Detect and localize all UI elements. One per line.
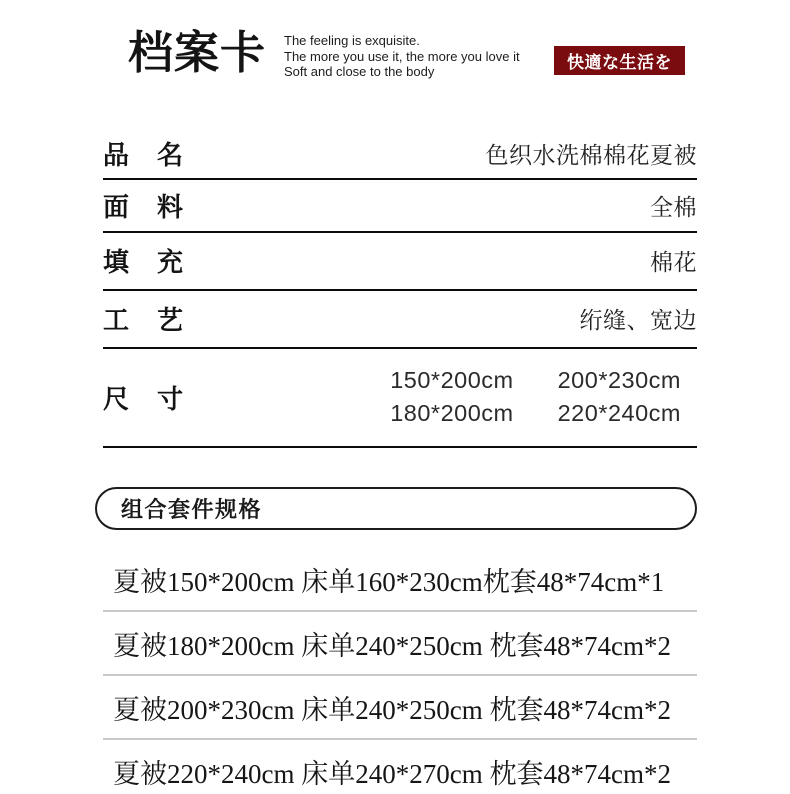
tagline-line-2: The more you use it, the more you love it <box>284 48 520 64</box>
spec-table <box>103 130 697 448</box>
spec-value-product-name: 色织水洗棉棉花夏被 <box>485 142 697 168</box>
spec-row-sizes <box>103 349 697 448</box>
size-item: 200*230cm <box>557 367 681 393</box>
page-title: 档案卡 <box>128 27 267 78</box>
combo-row-2: 夏被180*200cm 床单240*250cm 枕套48*74cm*2 <box>103 612 697 676</box>
spec-row-product-name <box>103 130 697 180</box>
promo-badge: 快適な生活を <box>554 46 685 75</box>
size-column-2 <box>558 365 681 429</box>
spec-label-fabric: 面 料 <box>103 191 185 222</box>
spec-value-filling: 棉花 <box>650 249 697 275</box>
spec-label-sizes: 尺 寸 <box>103 383 185 414</box>
size-item: 220*240cm <box>557 400 681 426</box>
combo-section-heading: 组合套件规格 <box>95 487 697 530</box>
spec-label-filling: 填 充 <box>103 247 185 277</box>
spec-label-craft: 工 艺 <box>103 305 185 335</box>
combo-row-3: 夏被200*230cm 床单240*250cm 枕套48*74cm*2 <box>103 676 697 740</box>
spec-value-fabric: 全棉 <box>650 193 697 220</box>
combo-list <box>103 542 697 794</box>
size-column-1 <box>390 365 513 429</box>
spec-value-craft: 绗缝、宽边 <box>579 307 697 333</box>
size-item: 150*200cm <box>390 367 514 393</box>
spec-label-product-name: 品 名 <box>103 140 185 170</box>
size-grid <box>390 365 681 429</box>
size-item: 180*200cm <box>390 400 514 426</box>
tagline-line-1: The feeling is exquisite. <box>284 33 420 48</box>
spec-row-filling <box>103 233 697 291</box>
combo-row-4: 夏被220*240cm 床单240*270cm 枕套48*74cm*2 <box>103 740 697 794</box>
combo-row-1: 夏被150*200cm 床单160*230cm枕套48*74cm*1 <box>103 542 697 612</box>
spec-row-craft <box>103 291 697 349</box>
header <box>0 0 790 80</box>
tagline-line-3: Soft and close to the body <box>284 64 435 79</box>
tagline <box>284 33 520 80</box>
spec-row-fabric <box>103 180 697 233</box>
